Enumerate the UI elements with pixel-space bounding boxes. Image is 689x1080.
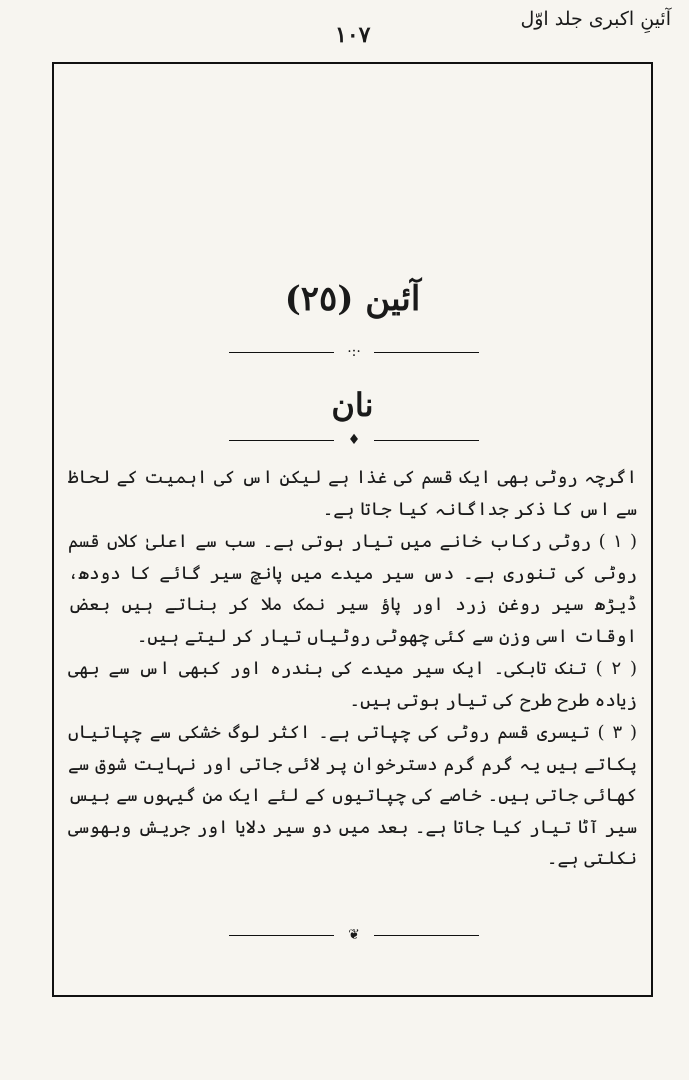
paragraph-3: ( ٣ ) تیسری قسم روٹی کی چپاتی ہے۔ اکثر لوگ خشکی سے چپاتیاں پکاتے ہیں یہ گرم گرم دسترخوان پر لائی جاتی اور نہایت شوق سے کھائی جاتی ہیں۔ خاصے کی چپاتیوں کے لئے ایک من گیہوں سے بیس سیر آٹا تیار کیا جاتا ہے۔ بعد میں دو سیر دلایا اور جریش وبھوسی نکلتی ہے۔ — [68, 722, 638, 869]
divider-line — [374, 352, 479, 353]
chapter-title: آئین (٢٥) — [284, 279, 421, 319]
ornament-divider-top — [229, 346, 479, 360]
divider-line — [229, 935, 334, 936]
paragraph-intro: اگرچہ روٹی بھی ایک قسم کی غذا ہے لیکن اس کی اہمیت کے لحاظ سے اس کا ذکر جداگانہ کیا جاتا ہے۔ — [68, 467, 637, 520]
body-text — [68, 462, 637, 875]
page-number: ١٠٧ — [335, 22, 371, 48]
ornament-divider-bottom — [229, 929, 479, 943]
divider-line — [374, 935, 479, 936]
paragraph-2: ( ٢ ) تنک تابکی۔ ایک سیر میدے کی بندرہ اور کبھی اس سے بھی زیادہ طرح طرح کی تیار ہوتی ہیں۔ — [68, 658, 637, 711]
section-title: نان — [331, 386, 374, 424]
running-title: آئینِ اکبری جلد اوّل — [520, 8, 671, 30]
ornament-glyph: ❦ — [348, 927, 360, 943]
paragraph-1: ( ١ ) روٹی رکاب خانے میں تیار ہوتی ہے۔ سب سے اعلیٰ کلاں قسم روٹی کی تنوری ہے۔ دس سیر میدے میں پانچ سیر گائے کا دودھ، ڈیڑھ سیر روغن زرد اور پاؤ سیر نمک ملا کر بناتے ہیں بعض اوقات اسی وزن سے کئی چھوٹی روٹیاں تیار کر لیتے ہیں۔ — [68, 531, 638, 647]
ornament-glyph: ·:· — [347, 344, 361, 360]
divider-line — [229, 352, 334, 353]
page-frame — [52, 62, 653, 997]
ornament-glyph: ♦ — [347, 432, 361, 448]
divider-line — [229, 440, 334, 441]
ornament-divider-middle — [229, 434, 479, 448]
divider-line — [374, 440, 479, 441]
